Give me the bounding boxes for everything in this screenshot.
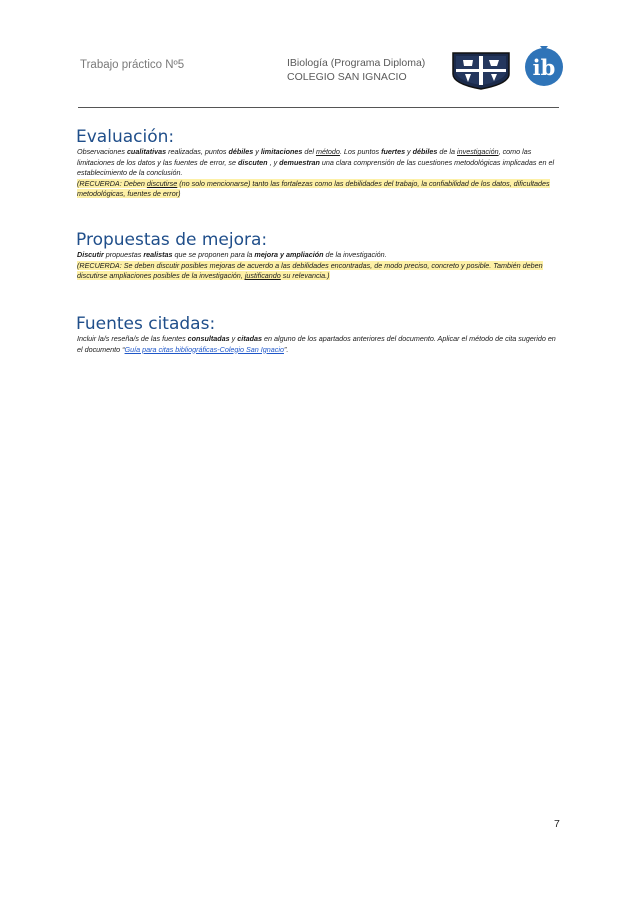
header-divider bbox=[78, 107, 559, 108]
propuestas-title: Propuestas de mejora: bbox=[76, 230, 268, 250]
section-propuestas bbox=[76, 230, 560, 282]
fuentes-title: Fuentes citadas: bbox=[76, 314, 216, 334]
propuestas-description: Discutir propuestas realistas que se proponen para la mejora y ampliación de la investigación. bbox=[77, 250, 387, 259]
school-crest-logo bbox=[451, 52, 511, 90]
fuentes-description: Incluir la/s reseña/s de las fuentes consultadas y citadas en alguno de los apartados anteriores del documento. Aplicar el método de cita sugerido en el documento “Guía para citas bibliográficas-Colegio San Ignacio”. bbox=[77, 334, 556, 354]
evaluacion-description: Observaciones cualitativas realizadas, puntos débiles y limitaciones del método. Los puntos fuertes y débiles de la investigación, como las limitaciones de los datos y las fuentes de error, se discuten , y demuestran una clara comprensión de las cuestiones metodológicas implicadas en el establecimiento de la conclusión. bbox=[77, 147, 555, 177]
header-school: COLEGIO SAN IGNACIO bbox=[287, 71, 407, 83]
propuestas-reminder: (RECUERDA: Se deben discutir posibles mejoras de acuerdo a las debilidades encontradas, de modo preciso, concreto y posible. También deben discutirse ampliaciones posibles de la investigación, justificando su relevancia.) bbox=[77, 260, 543, 280]
header-subject: IBiología (Programa Diploma) bbox=[287, 57, 426, 69]
ib-logo-text: ib bbox=[532, 55, 556, 80]
evaluacion-reminder: (RECUERDA: Deben discutirse (no solo mencionarse) tanto las fortalezas como las debilidades del trabajo, la confiabilidad de los datos, dificultades metodológicas, fuentes de error) bbox=[77, 178, 550, 198]
citation-guide-link[interactable]: Guía para citas bibliográficas-Colegio San Ignacio bbox=[124, 344, 284, 354]
evaluacion-title: Evaluación: bbox=[76, 127, 175, 147]
header-course-label: Trabajo práctico Nº5 bbox=[80, 59, 185, 71]
page-number: 7 bbox=[554, 818, 560, 830]
section-evaluacion bbox=[76, 127, 560, 200]
section-fuentes bbox=[76, 314, 560, 355]
header-subject-block bbox=[287, 56, 425, 84]
ib-logo bbox=[524, 45, 564, 87]
